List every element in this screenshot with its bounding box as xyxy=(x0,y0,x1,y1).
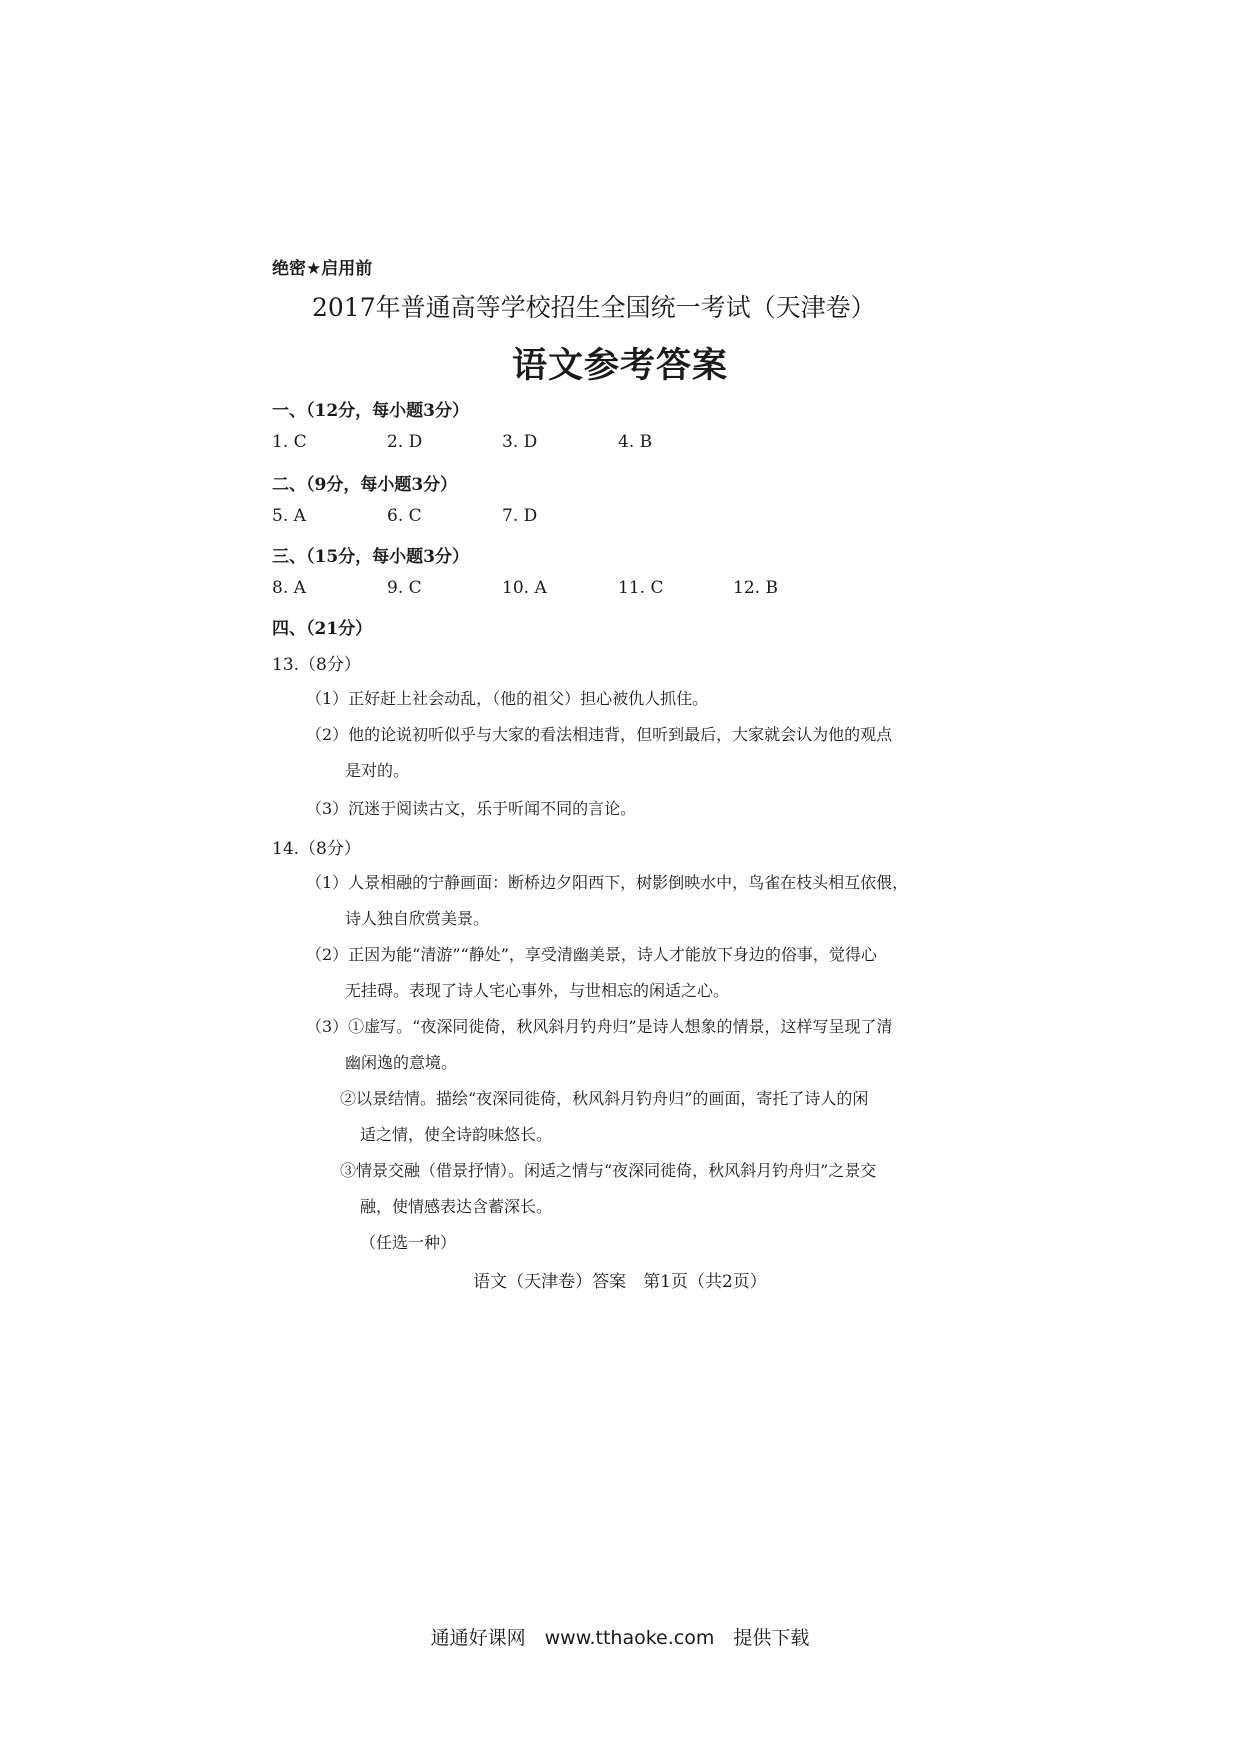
answer-item: 12. B xyxy=(733,578,778,598)
q14-answer-3c-cont: 融，使情感表达含蓄深长。 xyxy=(360,1197,553,1216)
section-3-heading: 三、（15分，每小题3分） xyxy=(272,547,469,567)
q14-answer-3: （3）①虚写。“夜深同徙倚，秋风斜月钓舟归”是诗人想象的情景，这样写呈现了清 xyxy=(306,1017,893,1036)
q14-note: （任选一种） xyxy=(360,1233,457,1252)
document-title: 语文参考答案 xyxy=(511,346,728,386)
exam-title: 2017年普通高等学校招生全国统一考试（天津卷） xyxy=(312,293,876,322)
q14-answer-3-cont: 幽闲逸的意境。 xyxy=(345,1053,458,1072)
section-1-heading: 一、（12分，每小题3分） xyxy=(272,401,469,421)
answer-item: 11. C xyxy=(618,578,664,598)
answer-item: 6. C xyxy=(387,506,422,526)
section-2-heading: 二、（9分，每小题3分） xyxy=(272,475,458,495)
q14-answer-2-cont: 无挂碍。表现了诗人宅心事外，与世相忘的闲适之心。 xyxy=(345,981,730,1000)
classification-label: 绝密★启用前 xyxy=(272,259,373,279)
answer-item: 2. D xyxy=(387,432,423,452)
answer-item: 9. C xyxy=(387,578,422,598)
section-4-heading: 四、（21分） xyxy=(272,619,373,639)
answer-item: 5. A xyxy=(272,506,306,526)
question-13-heading: 13.（8分） xyxy=(272,655,361,675)
q13-answer-2: （2）他的论说初听似乎与大家的看法相违背，但听到最后，大家就会认为他的观点 xyxy=(306,725,893,744)
answer-item: 4. B xyxy=(618,432,653,452)
download-source-footer: 通通好课网 www.tthaoke.com 提供下载 xyxy=(430,1627,810,1649)
q14-answer-2: （2）正因为能“清游”“静处”，享受清幽美景，诗人才能放下身边的俗事，觉得心 xyxy=(306,945,877,964)
q13-answer-2-cont: 是对的。 xyxy=(345,761,410,780)
q14-answer-1-cont: 诗人独自欣赏美景。 xyxy=(345,909,490,928)
q14-answer-3c: ③情景交融（借景抒情）。闲适之情与“夜深同徙倚，秋风斜月钓舟归”之景交 xyxy=(340,1161,877,1180)
page-number-label: 语文（天津卷）答案 第1页（共2页） xyxy=(473,1272,767,1292)
q13-answer-3: （3）沉迷于阅读古文，乐于听闻不同的言论。 xyxy=(306,799,637,818)
q14-answer-3b-cont: 适之情，使全诗韵味悠长。 xyxy=(360,1125,553,1144)
answer-item: 3. D xyxy=(502,432,538,452)
q14-answer-1: （1）人景相融的宁静画面：断桥边夕阳西下，树影倒映水中，鸟雀在枝头相互依偎， xyxy=(306,873,909,892)
question-14-heading: 14.（8分） xyxy=(272,839,361,859)
answer-item: 7. D xyxy=(502,506,538,526)
q14-answer-3b: ②以景结情。描绘“夜深同徙倚，秋风斜月钓舟归”的画面，寄托了诗人的闲 xyxy=(340,1089,869,1108)
answer-item: 8. A xyxy=(272,578,306,598)
q13-answer-1: （1）正好赶上社会动乱，（他的祖父）担心被仇人抓住。 xyxy=(306,689,709,708)
answer-item: 10. A xyxy=(502,578,547,598)
answer-item: 1. C xyxy=(272,432,307,452)
